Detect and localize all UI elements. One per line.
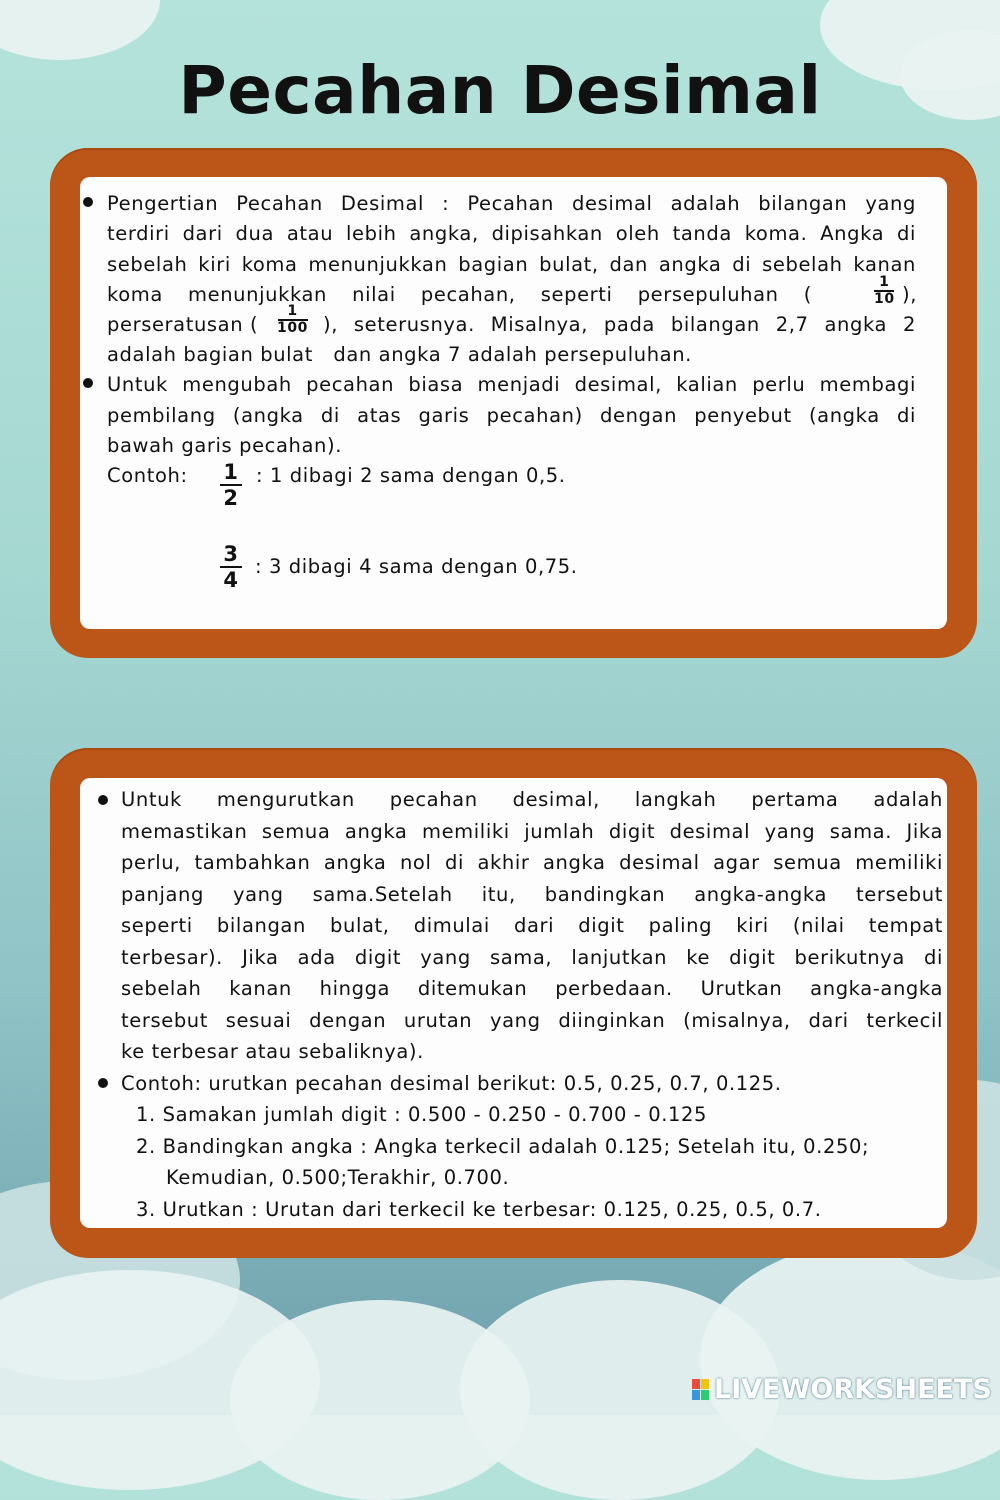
text-line: pembilang (angka di atas garis pecahan) dengan penyebut (angka di [107, 404, 916, 427]
fraction-denominator: 4 [223, 568, 239, 592]
liveworksheets-logo [692, 1375, 992, 1405]
info-box-1-content [80, 177, 947, 629]
cloud-top-left [0, 0, 160, 60]
text-line: terdiri dari dua atau lebih angka, dipisahkan oleh tanda koma. Angka di [107, 222, 916, 245]
fraction-numerator: 1 [223, 460, 239, 484]
fraction-denominator: 100 [277, 320, 309, 336]
text-line: Untuk mengubah pecahan biasa menjadi desimal, kalian perlu membagi [107, 373, 916, 396]
fraction-numerator: 1 [879, 274, 890, 290]
logo-icon [692, 1379, 710, 1401]
text-line: seperti bilangan bulat, dimulai dari digit paling kiri (nilai tempat [121, 914, 943, 937]
step-item: Kemudian, 0.500;Terakhir, 0.700. [166, 1166, 510, 1189]
text-line: koma menunjukkan nilai pecahan, seperti persepuluhan ( [107, 283, 812, 306]
bullet-dot [98, 1078, 108, 1088]
fraction-one-tenth [874, 275, 895, 307]
text-line: bawah garis pecahan). [107, 434, 343, 457]
text-line: Untuk mengurutkan pecahan desimal, langkah pertama adalah [121, 788, 943, 811]
fraction-one-half [220, 460, 242, 510]
text-line: sebelah kiri koma menunjukkan bagian bulat, dan angka di sebelah kanan [107, 253, 916, 276]
fraction-three-quarters [220, 542, 242, 592]
info-box-2-content [80, 778, 947, 1228]
step-item: 1. Samakan jumlah digit : 0.500 - 0.250 - 0.700 - 0.125 [136, 1103, 708, 1126]
text-line: Contoh: urutkan pecahan desimal berikut: 0.5, 0.25, 0.7, 0.125. [121, 1072, 782, 1095]
text-line: tersebut sesuai dengan urutan yang diinginkan (misalnya, dari terkecil [121, 1009, 943, 1032]
step-item: 3. Urutkan : Urutan dari terkecil ke terbesar: 0.125, 0.25, 0.5, 0.7. [136, 1198, 822, 1221]
example-text: : 3 dibagi 4 sama dengan 0,75. [255, 555, 578, 578]
bullet-dot [98, 795, 108, 805]
text-line: sebelah kanan hingga ditemukan perbedaan. Urutkan angka-angka [121, 977, 943, 1000]
bullet-dot [83, 378, 93, 388]
text-line: perlu, tambahkan angka nol di akhir angka desimal agar semua memiliki [121, 851, 943, 874]
fraction-denominator: 2 [223, 486, 239, 510]
fraction-denominator: 10 [874, 291, 895, 307]
bullet-dot [83, 197, 93, 207]
example-text: : 1 dibagi 2 sama dengan 0,5. [256, 464, 566, 487]
text-line: ), [902, 283, 918, 306]
text-line: perseratusan ( [107, 313, 259, 336]
text-line: adalah bagian bulat dan angka 7 adalah persepuluhan. [107, 343, 692, 366]
text-line: ), seterusnya. Misalnya, pada bilangan 2,7 angka 2 [323, 313, 916, 336]
text-line: terbesar). Jika ada digit yang sama, lanjutkan ke digit berikutnya di [121, 946, 943, 969]
example-label: Contoh: [107, 464, 188, 487]
text-line: ke terbesar atau sebaliknya). [121, 1040, 424, 1063]
step-item: 2. Bandingkan angka : Angka terkecil adalah 0.125; Setelah itu, 0.250; [136, 1135, 870, 1158]
fraction-numerator: 3 [223, 542, 239, 566]
fraction-numerator: 1 [287, 303, 298, 319]
logo-text: LIVEWORKSHEETS [714, 1374, 992, 1405]
text-line: memastikan semua angka memiliki jumlah digit desimal yang sama. Jika [121, 820, 943, 843]
page-title: Pecahan Desimal [178, 52, 822, 129]
text-line: panjang yang sama.Setelah itu, bandingkan angka-angka tersebut [121, 883, 943, 906]
fraction-one-hundredth [277, 304, 308, 336]
text-line: Pengertian Pecahan Desimal : Pecahan desimal adalah bilangan yang [107, 192, 916, 215]
